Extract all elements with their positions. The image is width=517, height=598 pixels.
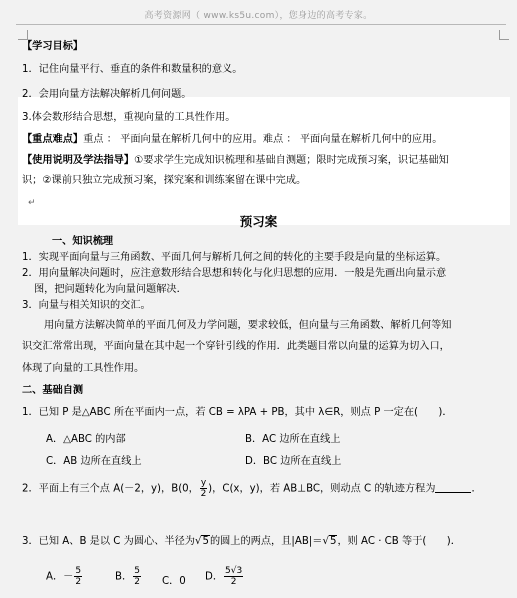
q1-option-d: D．BC 边所在直线上 [245, 456, 342, 467]
usage-line-2: 识；②课前只独立完成预习案，探究案和训练案留在课中完成。 [22, 175, 307, 186]
q3-stem-a: 3．已知 A、B 是以 C 为圆心、半径为 [22, 536, 195, 547]
q3-option-b [115, 566, 142, 587]
q2-answer-blank[interactable] [435, 482, 471, 493]
keypoints-line [22, 133, 442, 147]
usage-line-1 [22, 154, 449, 168]
knowledge-item-1: 1．实现平面向量与三角函数、平面几何与解析几何之间的转化的主要手段是向量的坐标运算。 [22, 252, 447, 263]
q3-d-frac [224, 566, 243, 587]
q3-b-num: 5 [134, 566, 140, 576]
q3-b-den: 2 [134, 577, 140, 587]
goals-heading: 【学习目标】 [22, 41, 84, 52]
q3-radius-root: 5 [202, 536, 209, 547]
knowledge-heading: 一、知识梳理 [52, 236, 114, 247]
q1-option-a: A．△ABC 的内部 [46, 434, 126, 445]
corner-mark-right [499, 30, 509, 40]
usage-heading: 【使用说明及学法指导】 [22, 155, 135, 166]
keypoints-text: 重点 ： 平面向量在解析几何中的应用。难点 ： 平面向量在解析几何中的应用。 [83, 134, 443, 145]
q3-option-c: C．0 [162, 576, 186, 587]
knowledge-para-2: 识交汇常常出现，平面向量在其中起一个穿针引线的作用．此类题目常以向量的运算为切入口， [22, 341, 450, 352]
knowledge-para-1: 用向量方法解决简单的平面几何及力学问题，要求较低，但向量与三角函数、解析几何等知 [44, 320, 452, 331]
q3-a-frac [74, 566, 82, 587]
q1-option-b: B．AC 边所在直线上 [245, 434, 341, 445]
q2-stem-a: 2．平面上有三个点 A(－2，y)，B(0， [22, 483, 199, 495]
page-header: 高考资源网（ www.ks5u.com），您身边的高考专家。 [144, 11, 373, 21]
q3-d-num: 5√3 [225, 566, 243, 576]
q2-fraction [200, 478, 207, 499]
knowledge-para-3: 体现了向量的工具性作用。 [22, 363, 145, 374]
q2-end: ． [471, 483, 482, 495]
corner-mark-left [18, 30, 28, 40]
q2-stem [22, 478, 482, 499]
q2-frac-den: 2 [200, 489, 207, 499]
q2-frac-num: y [200, 478, 207, 488]
q1-option-c: C．AB 边所在直线上 [46, 456, 142, 467]
knowledge-item-2: 2．用向量解决问题时，应注意数形结合思想和转化与化归思想的应用．一般是先画出向量示意 [22, 268, 447, 279]
q3-length-root: 5 [329, 536, 337, 547]
keypoints-heading: 【重点难点】 [22, 134, 84, 145]
knowledge-item-3: 3．向量与相关知识的交汇。 [22, 300, 151, 311]
goal-item-1: 1．记住向量平行、垂直的条件和数量积的意义。 [22, 64, 243, 75]
q3-a-den: 2 [75, 577, 82, 587]
goal-item-3: 3.体会数形结合思想，重视向量的工具性作用。 [22, 112, 236, 123]
q3-d-label: D． [205, 571, 224, 583]
q3-a-label: A．－ [46, 571, 74, 583]
q1-stem: 1．已知 P 是△ABC 所在平面内一点，若 CB = λPA + PB，其中 λ∈R，则点 P 一定在( )． [22, 407, 453, 418]
q3-option-d [205, 566, 244, 587]
q2-stem-b: )，C(x，y)，若 AB⊥BC，则动点 C 的轨迹方程为 [208, 483, 436, 495]
selftest-heading: 二、基础自测 [22, 385, 84, 396]
paragraph-mark: ↵ [28, 198, 36, 208]
q3-stem-c: ，则 AC · CB 等于( )． [337, 536, 461, 547]
header-rule [16, 24, 506, 25]
q3-a-num: 5 [75, 566, 82, 576]
usage-text-1: ①要求学生完成知识梳理和基础自测题；限时完成预习案，识记基础知 [134, 155, 449, 166]
q3-stem-b: 的圆上的两点，且|AB|＝ [209, 536, 323, 547]
q3-b-label: B． [115, 571, 133, 583]
goal-item-2: 2．会用向量方法解决解析几何问题。 [22, 89, 192, 100]
section-title: 预习案 [239, 214, 278, 229]
knowledge-item-2b: 图，把问题转化为向量问题解决． [34, 284, 187, 295]
q3-option-a [46, 566, 83, 587]
q3-b-frac [133, 566, 141, 587]
q3-stem: 3．已知 A、B 是以 C 为圆心、半径为√5的圆上的两点，且|AB|＝√5，则 AC · CB 等于( )． [22, 536, 461, 547]
q3-d-den: 2 [230, 577, 237, 587]
